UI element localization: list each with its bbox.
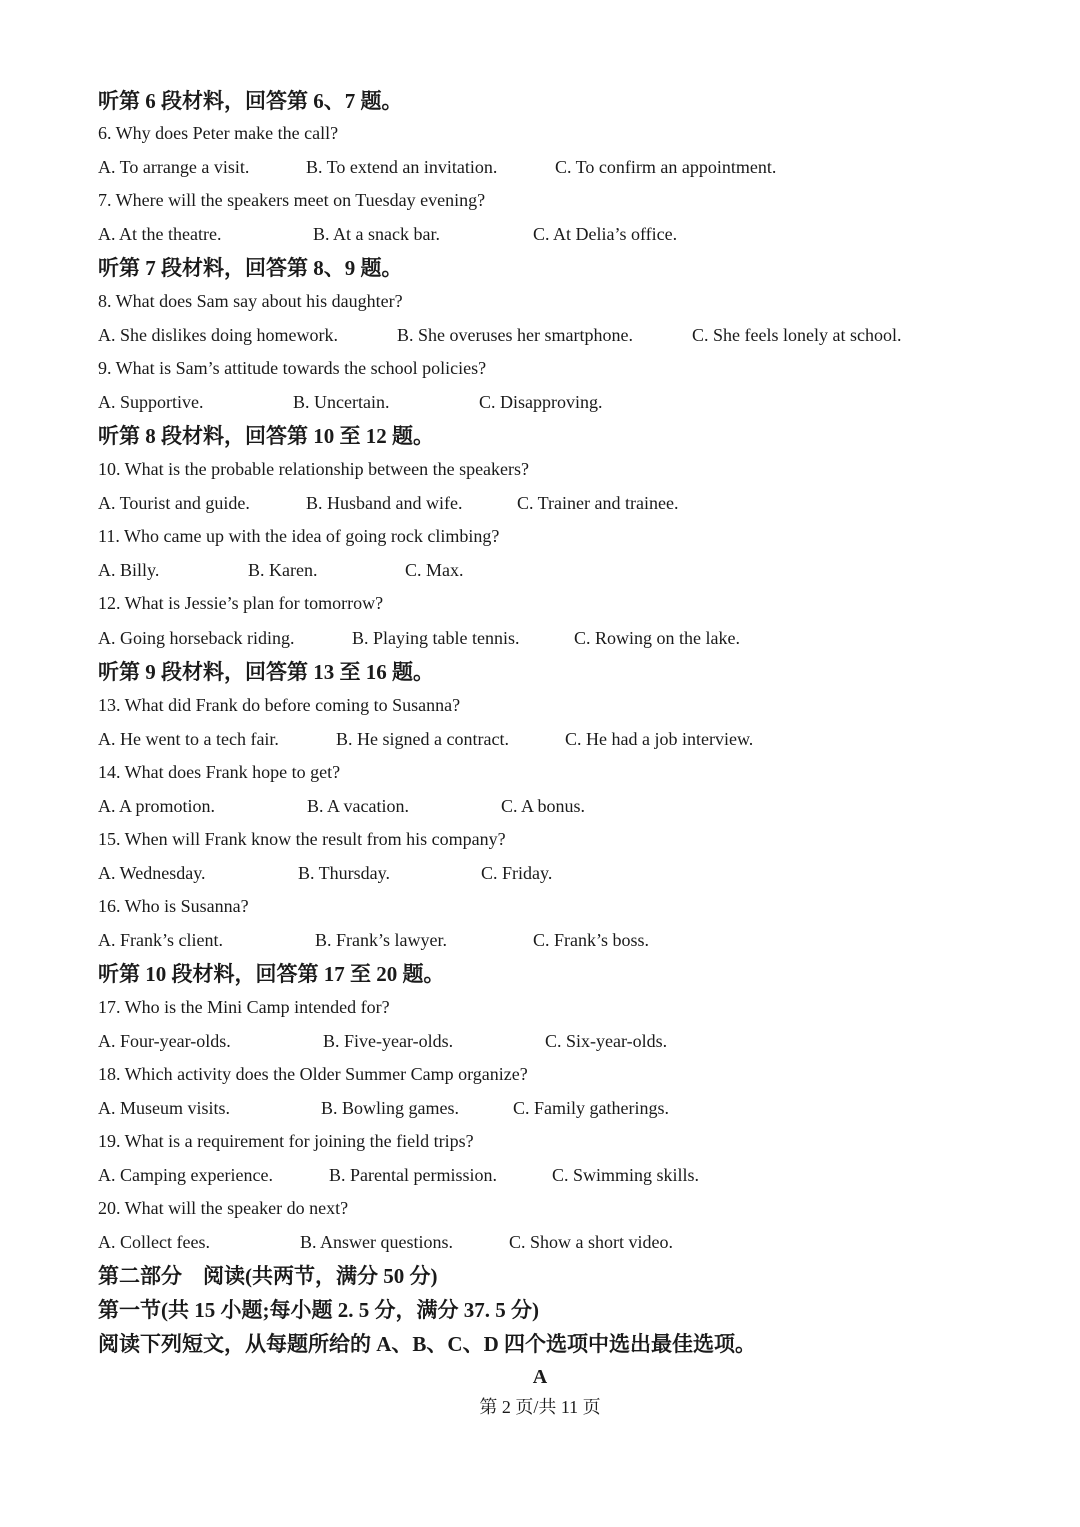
option-7a: A. At the theatre. (98, 224, 222, 244)
option-12a: A. Going horseback riding. (98, 628, 295, 648)
option-10c: C. Trainer and trainee. (517, 493, 679, 513)
option-11b: B. Karen. (248, 560, 318, 580)
question-18: 18. Which activity does the Older Summer Camp organize? (98, 1064, 528, 1084)
option-9b: B. Uncertain. (293, 392, 390, 412)
section-heading-7: 听第 7 段材料，回答第 8、9 题。 (98, 256, 403, 280)
section-heading-8: 听第 8 段材料，回答第 10 至 12 题。 (98, 424, 434, 448)
option-10a: A. Tourist and guide. (98, 493, 250, 513)
part-two-heading: 第二部分 阅读(共两节，满分 50 分) (98, 1264, 438, 1288)
option-10b: B. Husband and wife. (306, 493, 463, 513)
question-6: 6. Why does Peter make the call? (98, 123, 339, 143)
option-7b: B. At a snack bar. (313, 224, 440, 244)
question-9: 9. What is Sam’s attitude towards the school policies? (98, 358, 487, 378)
option-19a: A. Camping experience. (98, 1165, 273, 1185)
question-19: 19. What is a requirement for joining the field trips? (98, 1131, 474, 1151)
question-14: 14. What does Frank hope to get? (98, 762, 341, 782)
option-8c: C. She feels lonely at school. (692, 325, 902, 345)
option-7c: C. At Delia’s office. (533, 224, 678, 244)
option-17b: B. Five-year-olds. (323, 1031, 454, 1051)
option-17c: C. Six-year-olds. (545, 1031, 668, 1051)
option-20a: A. Collect fees. (98, 1232, 210, 1252)
passage-label: A (532, 1366, 548, 1388)
option-16b: B. Frank’s lawyer. (315, 930, 447, 950)
question-7: 7. Where will the speakers meet on Tuesday evening? (98, 190, 486, 210)
option-18c: C. Family gatherings. (513, 1098, 669, 1118)
option-14a: A. A promotion. (98, 796, 216, 816)
option-6b: B. To extend an invitation. (306, 157, 498, 177)
option-18a: A. Museum visits. (98, 1098, 231, 1118)
option-14b: B. A vacation. (307, 796, 409, 816)
option-15c: C. Friday. (481, 863, 553, 883)
reading-instruction: 阅读下列短文，从每题所给的 A、B、C、D 四个选项中选出最佳选项。 (98, 1332, 757, 1356)
option-16c: C. Frank’s boss. (533, 930, 650, 950)
option-14c: C. A bonus. (501, 796, 586, 816)
section-one-heading: 第一节(共 15 小题;每小题 2. 5 分，满分 37. 5 分) (98, 1298, 539, 1322)
page-footer: 第 2 页/共 11 页 (479, 1397, 601, 1417)
option-6a: A. To arrange a visit. (98, 157, 250, 177)
option-13b: B. He signed a contract. (336, 729, 509, 749)
option-16a: A. Frank’s client. (98, 930, 223, 950)
question-13: 13. What did Frank do before coming to Susanna? (98, 695, 461, 715)
section-heading-10: 听第 10 段材料，回答第 17 至 20 题。 (98, 962, 445, 986)
question-17: 17. Who is the Mini Camp intended for? (98, 997, 390, 1017)
option-15b: B. Thursday. (298, 863, 390, 883)
section-heading-6: 听第 6 段材料，回答第 6、7 题。 (98, 89, 403, 113)
question-8: 8. What does Sam say about his daughter? (98, 291, 403, 311)
option-11a: A. Billy. (98, 560, 160, 580)
option-12c: C. Rowing on the lake. (574, 628, 740, 648)
option-11c: C. Max. (405, 560, 464, 580)
option-18b: B. Bowling games. (321, 1098, 459, 1118)
question-20: 20. What will the speaker do next? (98, 1198, 349, 1218)
option-13c: C. He had a job interview. (565, 729, 754, 749)
question-12: 12. What is Jessie’s plan for tomorrow? (98, 593, 384, 613)
option-8b: B. She overuses her smartphone. (397, 325, 633, 345)
question-10: 10. What is the probable relationship between the speakers? (98, 459, 530, 479)
option-17a: A. Four-year-olds. (98, 1031, 231, 1051)
question-15: 15. When will Frank know the result from his company? (98, 829, 506, 849)
option-19b: B. Parental permission. (329, 1165, 497, 1185)
option-15a: A. Wednesday. (98, 863, 206, 883)
option-9a: A. Supportive. (98, 392, 204, 412)
option-8a: A. She dislikes doing homework. (98, 325, 338, 345)
option-20b: B. Answer questions. (300, 1232, 453, 1252)
question-16: 16. Who is Susanna? (98, 896, 249, 916)
option-19c: C. Swimming skills. (552, 1165, 700, 1185)
option-6c: C. To confirm an appointment. (555, 157, 777, 177)
section-heading-9: 听第 9 段材料，回答第 13 至 16 题。 (98, 660, 434, 684)
option-13a: A. He went to a tech fair. (98, 729, 279, 749)
option-12b: B. Playing table tennis. (352, 628, 520, 648)
option-20c: C. Show a short video. (509, 1232, 673, 1252)
question-11: 11. Who came up with the idea of going rock climbing? (98, 526, 500, 546)
option-9c: C. Disapproving. (479, 392, 603, 412)
